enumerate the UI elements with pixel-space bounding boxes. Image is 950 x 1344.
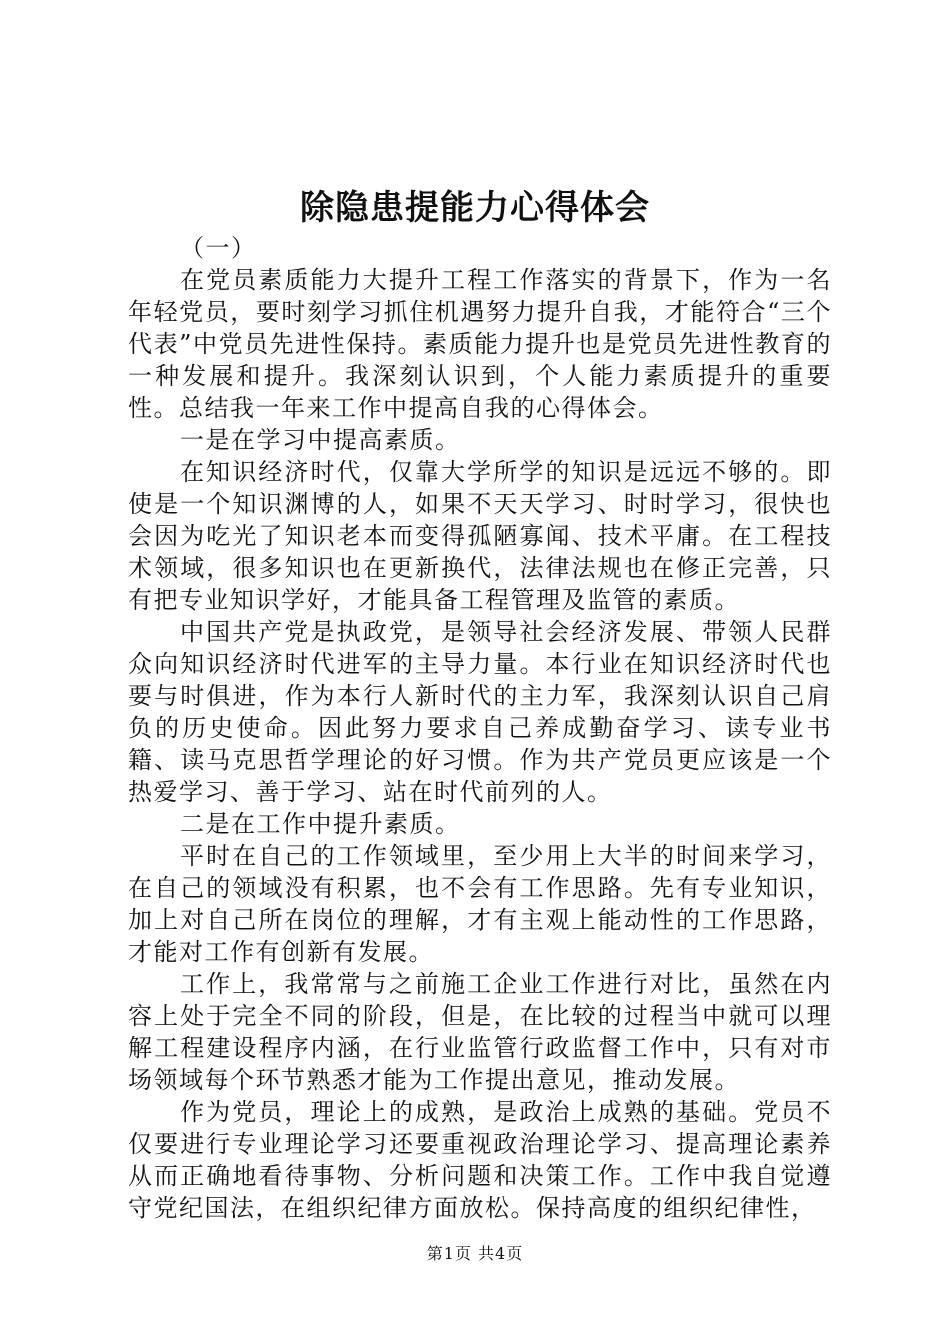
paragraph: 中国共产党是执政党，是领导社会经济发展、带领人民群众向知识经济时代进军的主导力量。本行业在知识经济时代也要与时俱进，作为本行人新时代的主力军，我深刻认识自己肩负的历史使命。因此努力要求自己养成勤奋学习、读专业书籍、读马克思哲学理论的好习惯。作为共产党员更应该是一个热爱学习、善于学习、站在时代前列的人。: [128, 618, 832, 806]
paragraph: 平时在自己的工作领域里，至少用上大半的时间来学习，在自己的领域没有积累，也不会有工作思路。先有专业知识，加上对自己所在岗位的理解，才有主观上能动性的工作思路，才能对工作有创新有发展。: [128, 842, 832, 966]
paragraph: 工作上，我常常与之前施工企业工作进行对比，虽然在内容上处于完全不同的阶段，但是，在比较的过程当中就可以理解工程建设程序内涵，在行业监管行政监督工作中，只有对市场领域每个环节熟悉才能为工作提出意见，推动发展。: [128, 970, 832, 1094]
paragraph-heading: 一是在学习中提高素质。: [180, 426, 461, 454]
paragraph: 在知识经济时代，仅靠大学所学的知识是远远不够的。即使是一个知识渊博的人，如果不天天学习、时时学习，很快也会因为吃光了知识老本而变得孤陋寡闻、技术平庸。在工程技术领域，很多知识也在更新换代，法律法规也在修正完善，只有把专业知识学好，才能具备工程管理及监管的素质。: [128, 458, 832, 614]
section-marker: （一）: [180, 234, 257, 262]
document-body: [128, 232, 832, 1224]
page-footer: 第1页 共4页: [426, 1244, 524, 1263]
document-title: 除隐患提能力心得体会: [300, 188, 650, 228]
paragraph-heading: 二是在工作中提升素质。: [180, 810, 461, 838]
paragraph: 作为党员，理论上的成熟，是政治上成熟的基础。党员不仅要进行专业理论学习还要重视政治理论学习、提高理论素养从而正确地看待事物、分析问题和决策工作。工作中我自觉遵守党纪国法，在组织纪律方面放松。保持高度的组织纪律性，: [128, 1098, 832, 1222]
paragraph: 在党员素质能力大提升工程工作落实的背景下，作为一名年轻党员，要时刻学习抓住机遇努力提升自我，才能符合“三个代表”中党员先进性保持。素质能力提升也是党员先进性教育的一种发展和提升。我深刻认识到，个人能力素质提升的重要性。总结我一年来工作中提高自我的心得体会。: [128, 266, 832, 422]
